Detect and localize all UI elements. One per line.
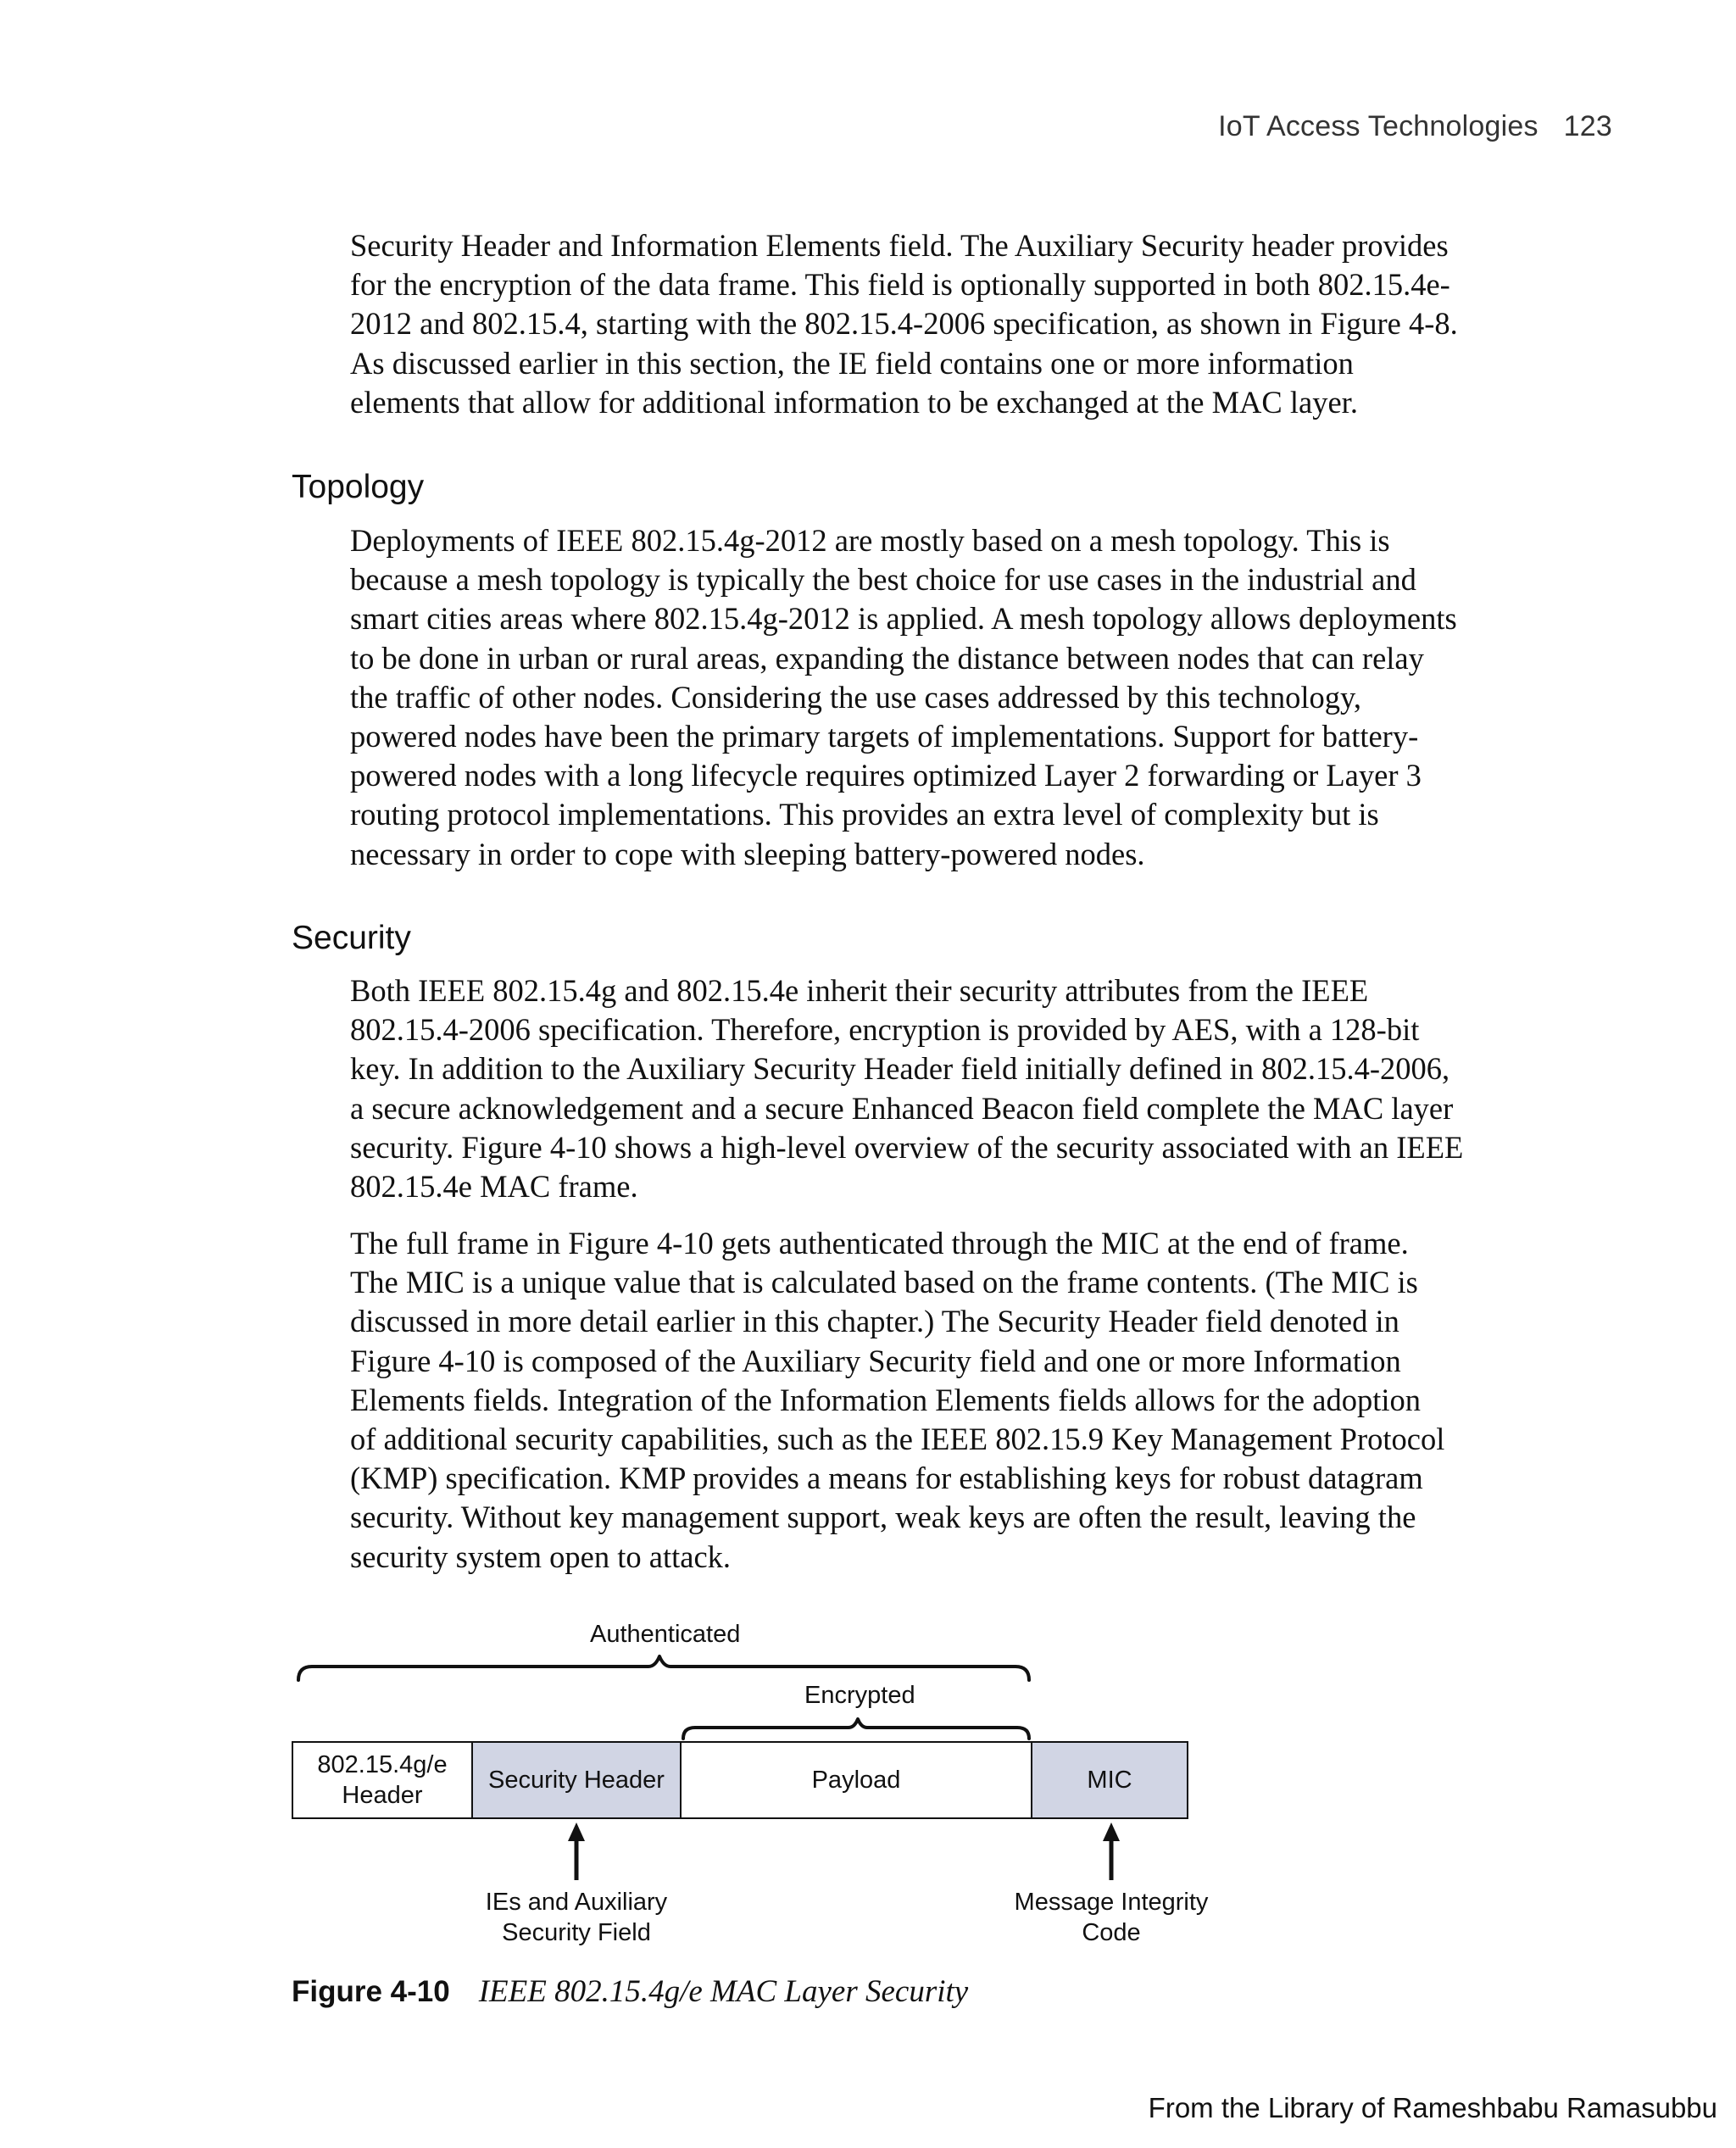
text-line: the traffic of other nodes. Considering the use cases addressed by this technology, [350,679,1362,715]
text-line: 2012 and 802.15.4, starting with the 802.15.4-2006 specification, as shown in Figure 4-8. [350,306,1458,342]
text-line: 802.15.4e MAC frame. [350,1169,638,1205]
arrow-security-header-head [568,1822,585,1841]
page-number: 123 [1563,110,1612,142]
library-footer: From the Library of Rameshbabu Ramasubbu [1148,2092,1717,2123]
text-line: The MIC is a unique value that is calculated based on the frame contents. (The MIC is [350,1265,1418,1300]
text-line: Both IEEE 802.15.4g and 802.15.4e inherit their security attributes from the IEEE [350,973,1369,1008]
field-label: Header [342,1782,423,1809]
text-line: for the encryption of the data frame. This field is optionally supported in both 802.15.4e- [350,267,1450,303]
topology-heading: Topology [292,469,425,505]
annotation-line: IEs and Auxiliary [485,1889,668,1916]
figure-title: IEEE 802.15.4g/e MAC Layer Security [478,1974,969,2009]
annotation-mic [1010,1887,1213,1948]
text-line: discussed in more detail earlier in this chapter.) The Security Header field denoted in [350,1304,1399,1339]
field-label: Payload [811,1767,901,1794]
chapter-title: IoT Access Technologies [1218,110,1538,142]
field-security-header [471,1741,682,1819]
text-line: Elements fields. Integration of the Information Elements fields allows for the adoption [350,1382,1421,1417]
text-line: 802.15.4-2006 specification. Therefore, encryption is provided by AES, with a 128-bit [350,1012,1420,1048]
text-line: of additional security capabilities, such as the IEEE 802.15.9 Key Management Protocol [350,1422,1445,1457]
field-label: 802.15.4g/e [317,1751,448,1778]
text-line: because a mesh topology is typically the best choice for use cases in the industrial and [350,562,1416,598]
text-line: powered nodes with a long lifecycle requires optimized Layer 2 forwarding or Layer 3 [350,758,1422,793]
field-mac-header [292,1741,473,1819]
security-heading: Security [292,920,411,956]
annotation-ies-auxiliary [483,1887,670,1948]
encrypted-label: Encrypted [804,1682,915,1709]
text-line: smart cities areas where 802.15.4g-2012 is applied. A mesh topology allows deployments [350,601,1457,637]
field-label: Security Header [488,1767,665,1794]
text-line: security system open to attack. [350,1539,732,1574]
text-line: elements that allow for additional information to be exchanged at the MAC layer. [350,384,1358,420]
text-line: (KMP) specification. KMP provides a means for establishing keys for robust datagram [350,1461,1423,1496]
text-line: Security Header and Information Elements field. The Auxiliary Security header provides [350,228,1449,263]
text-line: security. Without key management support, weak keys are often the result, leaving the [350,1500,1416,1535]
text-line: to be done in urban or rural areas, expanding the distance between nodes that can relay [350,640,1424,676]
authenticated-brace [298,1656,1029,1680]
field-mic [1031,1741,1188,1819]
text-line: As discussed earlier in this section, the IE field contains one or more information [350,345,1354,381]
field-label: MIC [1087,1767,1132,1794]
text-line: Deployments of IEEE 802.15.4g-2012 are mostly based on a mesh topology. This is [350,523,1390,558]
text-line: The full frame in Figure 4-10 gets authenticated through the MIC at the end of frame. [350,1226,1409,1260]
annotation-line: Code [1082,1919,1141,1946]
text-line: routing protocol implementations. This provides an extra level of complexity but is [350,797,1379,832]
text-line: powered nodes have been the primary targets of implementations. Support for battery- [350,719,1419,754]
text-line: necessary in order to cope with sleeping battery-powered nodes. [350,836,1145,871]
field-payload [680,1741,1032,1819]
encrypted-brace [683,1719,1029,1739]
text-line: a secure acknowledgement and a secure Enhanced Beacon field complete the MAC layer [350,1090,1454,1126]
text-line: security. Figure 4-10 shows a high-level overview of the security associated with an IEEE [350,1129,1464,1165]
arrow-mic-head [1103,1822,1120,1841]
text-line: key. In addition to the Auxiliary Security Header field initially defined in 802.15.4-2006, [350,1051,1450,1087]
figure-number: Figure 4-10 [292,1975,450,2008]
annotation-line: Security Field [502,1919,651,1946]
text-line: Figure 4-10 is composed of the Auxiliary Security field and one or more Information [350,1343,1401,1378]
authenticated-label: Authenticated [590,1621,741,1648]
figure-caption [292,1973,968,2010]
annotation-line: Message Integrity [1014,1889,1209,1916]
